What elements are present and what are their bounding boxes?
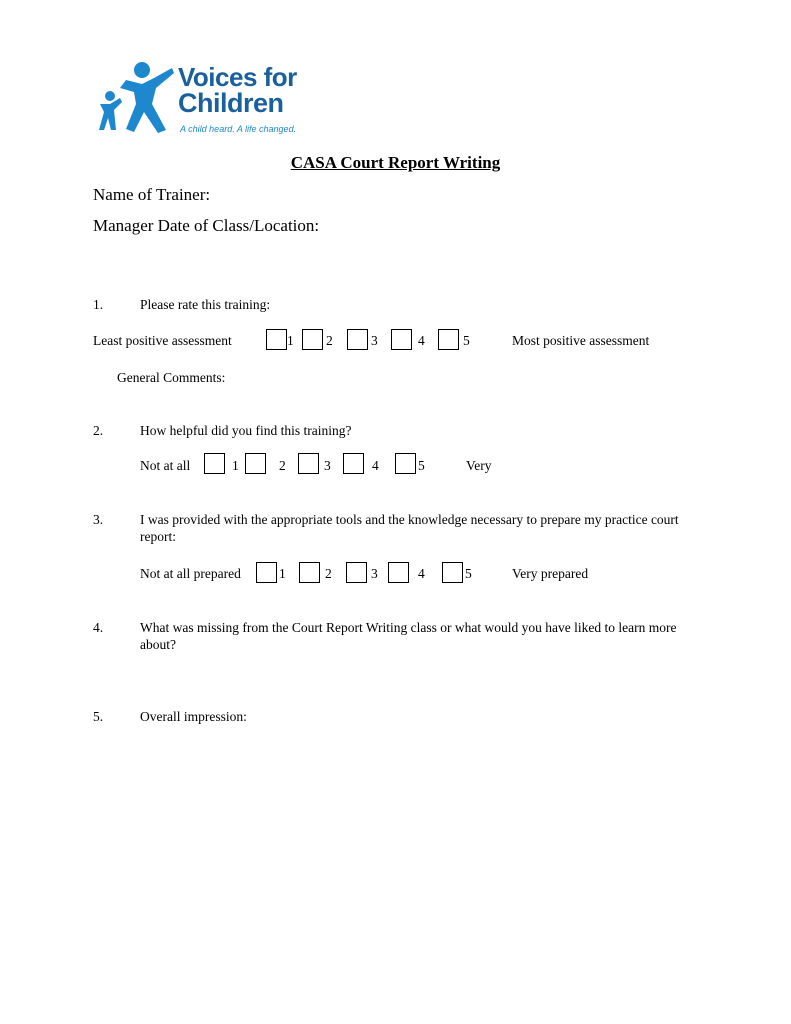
q1-rating-checkbox-4[interactable] [391, 329, 412, 350]
q3-option-1-label: 1 [279, 566, 286, 581]
question-3-number: 3. [93, 512, 104, 527]
q3-rating-checkbox-2[interactable] [299, 562, 320, 583]
q1-option-1-label: 1 [287, 333, 294, 348]
q3-rating-checkbox-3[interactable] [346, 562, 367, 583]
q3-rating-checkbox-1[interactable] [256, 562, 277, 583]
q1-rating-checkbox-3[interactable] [347, 329, 368, 350]
question-2-low-label: Not at all [140, 458, 191, 473]
trainer-name-label: Name of Trainer: [93, 185, 211, 204]
q2-option-3-label: 3 [324, 458, 331, 473]
q2-rating-checkbox-5[interactable] [395, 453, 416, 474]
q1-rating-checkbox-1[interactable] [266, 329, 287, 350]
q3-option-5-label: 5 [465, 566, 472, 581]
logo-tagline: A child heard. A life changed. [180, 124, 297, 134]
question-1-number: 1. [93, 297, 104, 312]
q2-option-2-label: 2 [279, 458, 286, 473]
q2-rating-checkbox-1[interactable] [204, 453, 225, 474]
question-3-high-label: Very prepared [512, 566, 589, 581]
q3-option-3-label: 3 [371, 566, 378, 581]
q2-rating-checkbox-3[interactable] [298, 453, 319, 474]
question-2-high-label: Very [466, 458, 492, 473]
q1-option-2-label: 2 [326, 333, 333, 348]
q3-rating-checkbox-4[interactable] [388, 562, 409, 583]
q2-option-4-label: 4 [372, 458, 379, 473]
question-2-text: How helpful did you find this training? [140, 423, 352, 438]
question-1-high-label: Most positive assessment [512, 333, 650, 348]
q3-option-2-label: 2 [325, 566, 332, 581]
question-5-text: Overall impression: [140, 709, 247, 724]
logo-line-2: Children [178, 88, 284, 118]
question-1-text: Please rate this training: [140, 297, 271, 312]
question-3-text: I was provided with the appropriate tools and the knowledge necessary to prepare my practice court report: [140, 512, 679, 544]
question-1-low-label: Least positive assessment [93, 333, 232, 348]
question-2-number: 2. [93, 423, 104, 438]
question-4-number: 4. [93, 620, 104, 635]
question-5-number: 5. [93, 709, 104, 724]
q2-option-1-label: 1 [232, 458, 239, 473]
q1-option-5-label: 5 [463, 333, 470, 348]
question-4-text: What was missing from the Court Report Writing class or what would you have liked to learn more about? [140, 620, 677, 652]
q1-option-3-label: 3 [371, 333, 378, 348]
page-title: CASA Court Report Writing [290, 153, 501, 172]
q1-rating-checkbox-2[interactable] [302, 329, 323, 350]
voices-for-children-logo [96, 60, 336, 140]
manager-date-location-label: Manager Date of Class/Location: [93, 216, 320, 235]
child-figures-icon [96, 60, 176, 136]
q3-rating-checkbox-5[interactable] [442, 562, 463, 583]
q2-option-5-label: 5 [418, 458, 425, 473]
q1-rating-checkbox-5[interactable] [438, 329, 459, 350]
question-3-low-label: Not at all prepared [140, 566, 241, 581]
general-comments-label: General Comments: [117, 370, 226, 385]
q1-option-4-label: 4 [418, 333, 425, 348]
q2-rating-checkbox-4[interactable] [343, 453, 364, 474]
q3-option-4-label: 4 [418, 566, 425, 581]
q2-rating-checkbox-2[interactable] [245, 453, 266, 474]
logo-line-1: Voices for [178, 62, 297, 92]
